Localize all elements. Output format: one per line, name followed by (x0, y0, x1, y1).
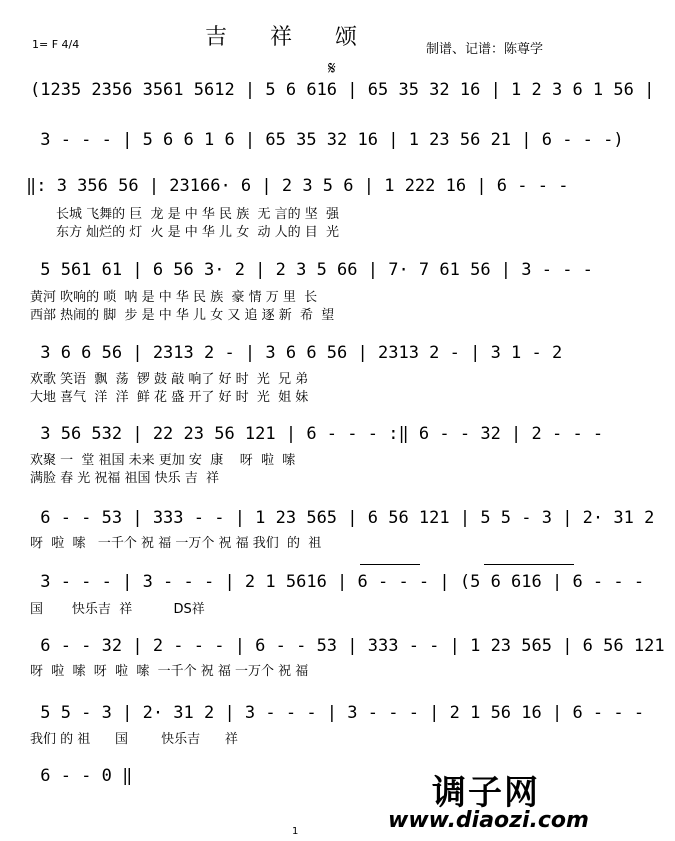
notation-line: 3 - - - | 5 6 6 1 6 | 65 35 32 16 | 1 23 56 21 | 6 - - -) (30, 130, 634, 150)
lyric-line: 呀 啦 嗦 呀 啦 嗦 一千个 祝 福 一万个 祝 福 (30, 664, 309, 679)
lyric-line: 满脸 春 光 祝福 祖国 快乐 吉 祥 (30, 471, 220, 486)
lyric-line: 国 快乐吉 祥 DS祥 (30, 602, 205, 617)
watermark-url: www.diaozi.com (388, 808, 589, 833)
staff-divider (360, 564, 420, 565)
notation-line: (1235 2356 3561 5612 | 5 6 616 | 65 35 32 16 | 1 2 3 6 1 56 | (30, 80, 655, 100)
notation-line: 6 - - 53 | 333 - - | 1 23 565 | 6 56 121 | 5 5 - 3 | 2· 31 2 (30, 508, 665, 528)
staff-divider (484, 564, 574, 565)
lyric-line: 欢聚 一 堂 祖国 未来 更加 安 康 呀 啦 嗦 (30, 453, 296, 468)
lyric-line: 黄河 吹响的 唢 呐 是 中 华 民 族 豪 情 万 里 长 (30, 290, 318, 305)
lyric-line: 呀 啦 嗦 一千个 祝 福 一万个 祝 福 我们 的 祖 (30, 536, 322, 551)
notation-line: 5 561 61 | 6 56 3· 2 | 2 3 5 66 | 7· 7 61 56 | 3 - - - (30, 260, 604, 280)
notation-line: 3 6 6 56 | 2313 2 - | 3 6 6 56 | 2313 2 - | 3 1 - 2 (30, 343, 573, 363)
key-signature: 1= F 4/4 (32, 38, 80, 51)
page-title: 吉 祥 颂 (205, 25, 375, 50)
notation-line: 3 - - - | 3 - - - | 2 1 5616 | 6 - - - | (5 6 616 | 6 - - - (30, 572, 655, 592)
notation-line: ‖: 3 356 56 | 23166· 6 | 2 3 5 6 | 1 222 16 | 6 - - - (26, 176, 579, 196)
lyric-line: 大地 喜气 洋 洋 鲜 花 盛 开了 好 时 光 姐 妹 (30, 390, 309, 405)
lyric-line: 西部 热闹的 脚 步 是 中 华 儿 女 又 追 逐 新 希 望 (30, 308, 335, 323)
lyric-line: 东方 灿烂的 灯 火 是 中 华 儿 女 动 人的 目 光 (56, 225, 339, 240)
segno-icon: 𝄋 (328, 58, 336, 79)
page-number: 1 (292, 826, 299, 837)
notation-line: 6 - - 32 | 2 - - - | 6 - - 53 | 333 - - | 1 23 565 | 6 56 121 (30, 636, 675, 656)
credit-line: 制谱、记谱：陈尊学 (426, 42, 544, 57)
watermark-logo: 调子网 (432, 773, 540, 813)
lyric-line: 长城 飞舞的 巨 龙 是 中 华 民 族 无 言的 坚 强 (56, 207, 339, 222)
notation-line: 6 - - 0 ‖ (30, 766, 133, 786)
lyric-line: 我们 的 祖 国 快乐吉 祥 (30, 732, 238, 747)
notation-line: 3 56 532 | 22 23 56 121 | 6 - - - :‖ 6 - - 32 | 2 - - - (30, 424, 614, 444)
notation-line: 5 5 - 3 | 2· 31 2 | 3 - - - | 3 - - - | 2 1 56 16 | 6 - - - (30, 703, 655, 723)
lyric-line: 欢歌 笑语 飘 荡 锣 鼓 敲 响了 好 时 光 兄 弟 (30, 372, 309, 387)
